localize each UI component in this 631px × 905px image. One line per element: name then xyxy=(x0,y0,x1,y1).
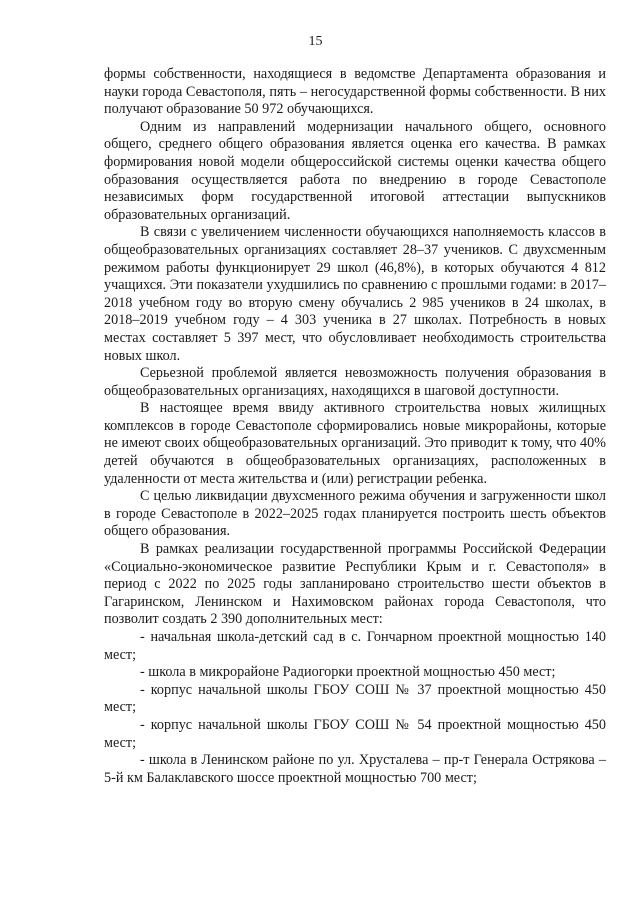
list-item: - начальная школа-детский сад в с. Гончарном проектной мощностью 140 мест; xyxy=(104,629,606,663)
list-item: - школа в Ленинском районе по ул. Хрусталева – пр-т Генерала Острякова – 5-й км Балаклавского шоссе проектной мощностью 700 мест; xyxy=(104,752,606,786)
paragraph-continuation: формы собственности, находящиеся в ведомстве Департамента образования и науки города Севастополя, пять – негосударственной формы собственности. В них получают образование 50 972 обучающихся. xyxy=(104,66,606,118)
paragraph-new-districts: В настоящее время ввиду активного строительства новых жилищных комплексов в городе Севастополе сформировались новые микрорайоны, которые не имеют своих общеобразовательных организаций. Это приводит к тому, что 40% детей обучаются в общеобразовательных организациях, расположенных в удаленности от места жительства и (или) регистрации ребенка. xyxy=(104,400,606,487)
list-item: - корпус начальной школы ГБОУ СОШ № 37 проектной мощностью 450 мест; xyxy=(104,681,606,716)
document-body xyxy=(104,66,606,787)
paragraph-accessibility-problem: Серьезной проблемой является невозможность получения образования в общеобразовательных организациях, находящихся в шаговой доступности. xyxy=(104,365,606,399)
paragraph-quality-assessment: Одним из направлений модернизации начального общего, основного общего, среднего общего образования является оценка его качества. В рамках формирования новой модели общероссийской системы оценки качества общего образования осуществляется работа по внедрению в городе Севастополе независимых форм государственной итоговой аттестации выпускников образовательных организаций. xyxy=(104,118,606,223)
list-item: - корпус начальной школы ГБОУ СОШ № 54 проектной мощностью 450 мест; xyxy=(104,716,606,751)
paragraph-class-occupancy: В связи с увеличением численности обучающихся наполняемость классов в общеобразовательных организациях составляет 28–37 учеников. С двухсменным режимом работы функционирует 29 школ (46,8%), в которых обучаются 4 812 учащихся. Эти показатели ухудшились по сравнению с прошлыми годами: в 2017–2018 учебном году во вторую смену обучались 2 985 учеников в 24 школах, в 2018–2019 учебном году – 4 303 ученика в 27 школах. Потребность в новых местах составляет 5 397 мест, что обусловливает необходимость строительства новых школ. xyxy=(104,224,606,364)
list-item: - школа в микрорайоне Радиогорки проектной мощностью 450 мест; xyxy=(140,664,556,681)
paragraph-state-program: В рамках реализации государственной программы Российской Федерации «Социально-экономическое развитие Республики Крым и г. Севастополя» в период с 2022 по 2025 годы запланировано строительство шести объектов в Гагаринском, Ленинском и Нахимовском районах города Севастополя, что позволит создать 2 390 дополнительных мест: xyxy=(104,541,606,628)
paragraph-construction-plan: С целью ликвидации двухсменного режима обучения и загруженности школ в городе Севастополе в 2022–2025 годах планируется построить шесть объектов общего образования. xyxy=(104,488,606,540)
page-number: 15 xyxy=(308,34,323,49)
